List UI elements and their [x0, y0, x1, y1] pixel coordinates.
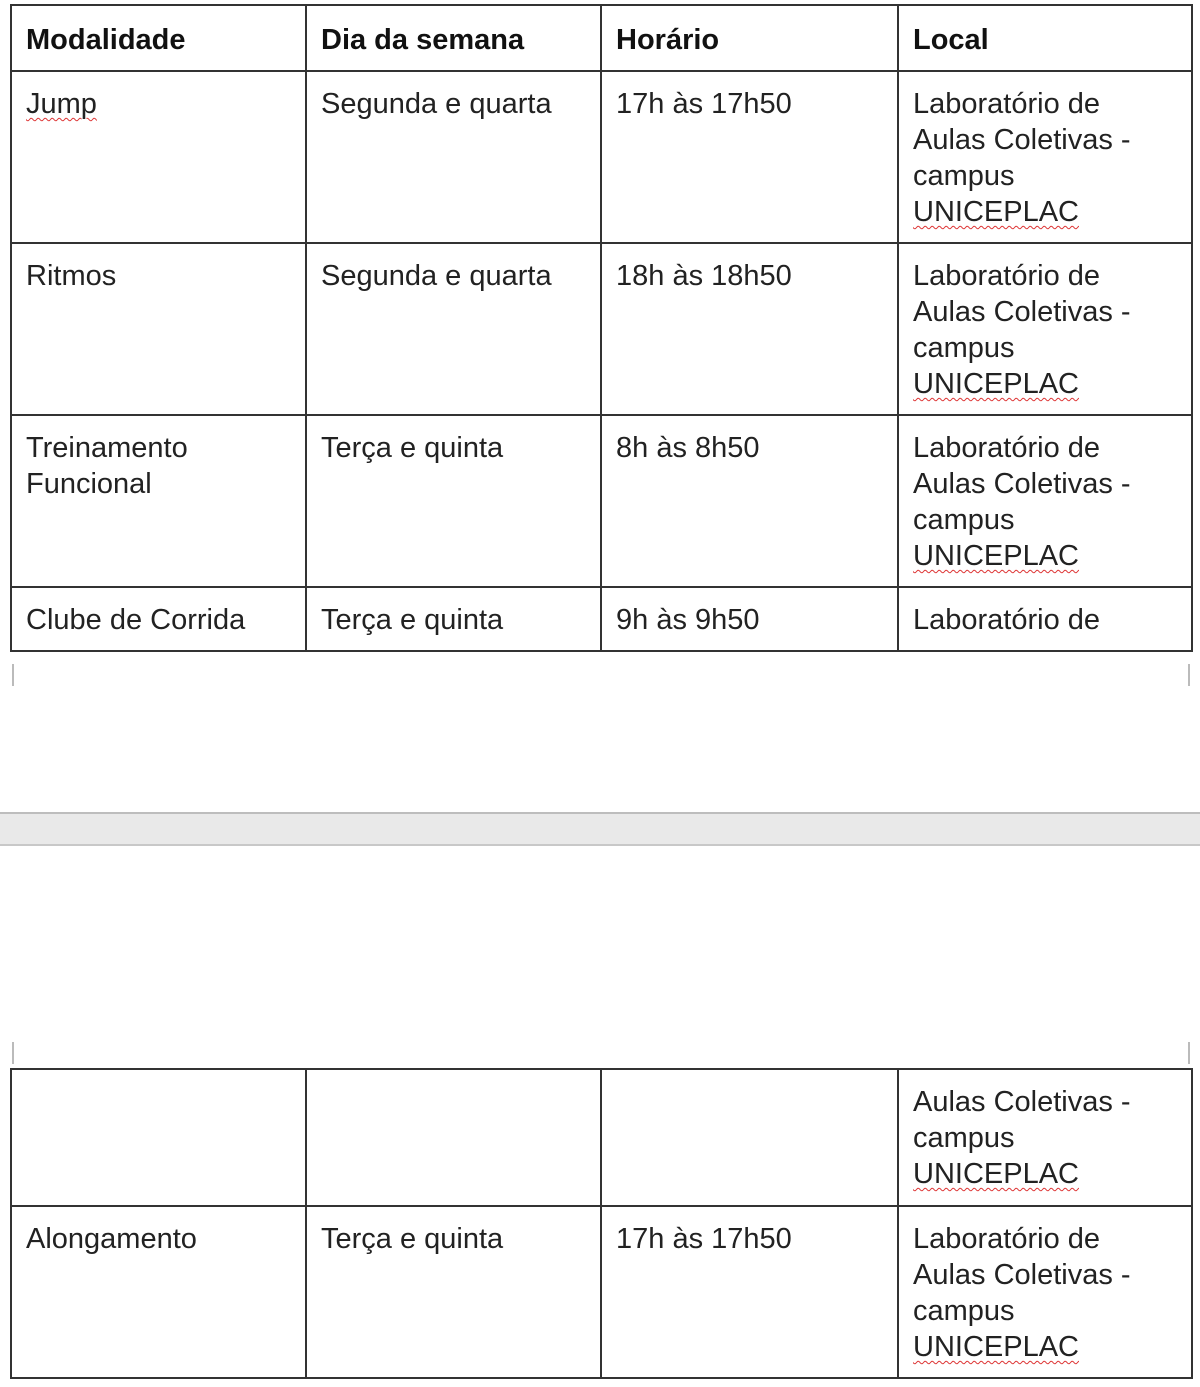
- cell-local: Laboratório de Aulas Coletivas - campus UNICEPLAC: [898, 415, 1192, 587]
- table-row-continued: [11, 1069, 1192, 1206]
- header-local: Local: [898, 5, 1192, 71]
- cell-dia: Terça e quinta: [306, 415, 601, 587]
- page-corner-mark-right: [1188, 664, 1200, 686]
- cell-local: Aulas Coletivas - campus UNICEPLAC: [898, 1069, 1192, 1206]
- header-dia: Dia da semana: [306, 5, 601, 71]
- header-row: [11, 5, 1192, 71]
- cell-modalidade: [11, 1069, 306, 1206]
- cell-dia: Terça e quinta: [306, 1206, 601, 1378]
- table-row: [11, 243, 1192, 415]
- cell-modalidade: Treinamento Funcional: [11, 415, 306, 587]
- cell-dia: Segunda e quarta: [306, 71, 601, 243]
- cell-local: Laboratório de Aulas Coletivas - campus UNICEPLAC: [898, 71, 1192, 243]
- cell-modalidade: Clube de Corrida: [11, 587, 306, 651]
- page-break-separator: [0, 812, 1200, 846]
- schedule-table-page2: [10, 1068, 1193, 1379]
- cell-dia: [306, 1069, 601, 1206]
- cell-horario: [601, 1069, 898, 1206]
- cell-horario: 8h às 8h50: [601, 415, 898, 587]
- table-row: [11, 71, 1192, 243]
- header-modalidade: Modalidade: [11, 5, 306, 71]
- page-corner-mark-right: [1188, 1042, 1200, 1064]
- cell-local: Laboratório de Aulas Coletivas - campus UNICEPLAC: [898, 243, 1192, 415]
- page-corner-mark-left: [2, 664, 14, 686]
- page-corner-mark-left: [2, 1042, 14, 1064]
- table-row: [11, 587, 1192, 651]
- schedule-table-page1: [10, 4, 1193, 652]
- cell-dia: Segunda e quarta: [306, 243, 601, 415]
- cell-horario: 18h às 18h50: [601, 243, 898, 415]
- cell-local: Laboratório de: [898, 587, 1192, 651]
- cell-modalidade: Jump: [11, 71, 306, 243]
- cell-horario: 9h às 9h50: [601, 587, 898, 651]
- cell-modalidade: Alongamento: [11, 1206, 306, 1378]
- cell-horario: 17h às 17h50: [601, 1206, 898, 1378]
- header-horario: Horário: [601, 5, 898, 71]
- cell-modalidade: Ritmos: [11, 243, 306, 415]
- cell-horario: 17h às 17h50: [601, 71, 898, 243]
- table-row: [11, 415, 1192, 587]
- cell-dia: Terça e quinta: [306, 587, 601, 651]
- table-row: [11, 1206, 1192, 1378]
- cell-local: Laboratório de Aulas Coletivas - campus UNICEPLAC: [898, 1206, 1192, 1378]
